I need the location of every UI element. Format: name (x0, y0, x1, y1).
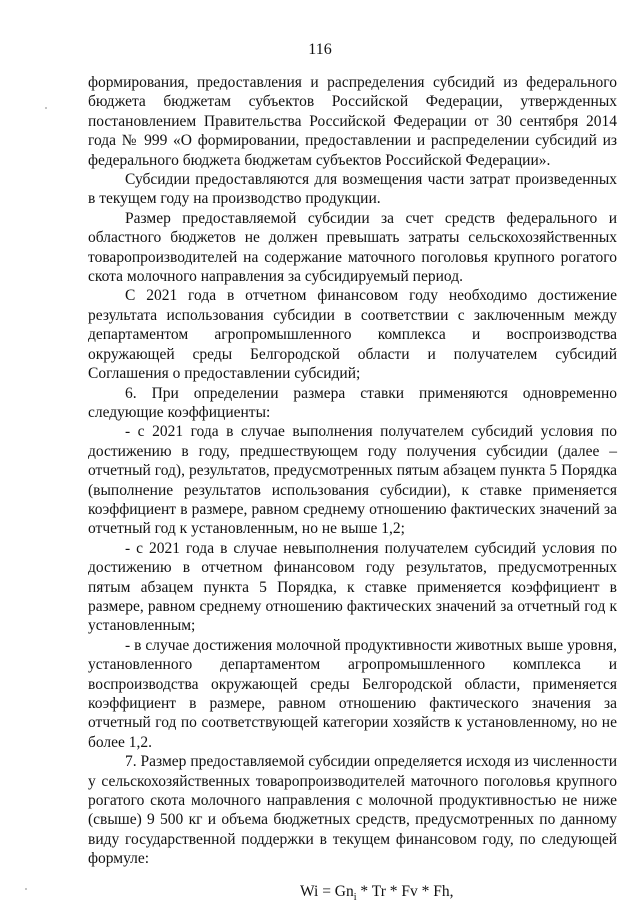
formula-subscript: i (353, 891, 357, 903)
document-body (88, 73, 617, 905)
paragraph-result-requirement: С 2021 года в отчетном финансовом году необходимо достижение результата использования субсидии в соответствии с заключенным между департаментом агропромышленного комплекса и воспроизводства окружающей среды Белгородской области и получателем субсидий Соглашения о предоставлении субсидий; (88, 287, 617, 383)
paragraph-subsidy-purpose: Субсидии предоставляются для возмещения части затрат произведенных в текущем году на производство продукции. (88, 171, 617, 208)
page-number: 116 (308, 41, 332, 58)
paragraph-item-6: 6. При определении размера ставки применяются одновременно следующие коэффициенты: (88, 384, 617, 421)
paragraph-coefficient-fulfilled: - с 2021 года в случае выполнения получателем субсидий условия по достижению в году, предшествующем году получения субсидии (далее – отчетный год), результатов, предусмотренных пятым абзацем пункта 5 Порядка (выполнение результатов использования субсидии), к ставке применяется коэффициент в размере, равном среднему отношению фактических значений за отчетный год к установленным, но не выше 1,2; (88, 423, 617, 538)
paragraph-coefficient-not-fulfilled: - с 2021 года в случае невыполнения получателем субсидий условия по достижению в отчетном финансовом году результатов, предусмотренных пятым абзацем пункта 5 Порядка, к ставке применяется коэффициент в размере, равном среднему отношению фактических значений за отчетный год к установленным; (88, 539, 617, 635)
formula (88, 881, 617, 905)
paragraph-item-7: 7. Размер предоставляемой субсидии определяется исходя из численности у сельскохозяйственных товаропроизводителей маточного поголовья крупного рогатого скота молочного направления с молочной продуктивностью не ниже (свыше) 9 500 кг и объема бюджетных средств, предусмотренных по данному виду государственной поддержки в текущем финансовом году, по следующей формуле: (88, 753, 617, 868)
formula-part-1: Wi = Gn (300, 882, 354, 900)
paragraph-coefficient-productivity: - в случае достижения молочной продуктивности животных выше уровня, установленного департаментом агропромышленного комплекса и воспроизводства окружающей среды Белгородской области, применяется коэффициент в размере, равном отношению фактического значения за отчетный год по соответствующей категории хозяйств к установленному, но не более 1,2. (88, 636, 617, 751)
paragraph-subsidy-limit: Размер предоставляемой субсидии за счет средств федерального и областного бюджетов не должен превышать затраты сельскохозяйственных товаропроизводителей на содержание маточного поголовья крупного рогатого скота молочного направления за субсидируемый период. (88, 209, 617, 286)
scan-mark (45, 107, 47, 109)
formula-part-2: * Tr * Fv * Fh, (356, 882, 454, 900)
scan-mark (25, 888, 27, 890)
paragraph-continuation: формирования, предоставления и распределения субсидий из федерального бюджета бюджетам субъектов Российской Федерации, утвержденных постановлением Правительства Российской Федерации от 30 сентября 2014 года № 999 «О формировании, предоставлении и распределении субсидий из федерального бюджета бюджетам субъектов Российской Федерации». (88, 74, 617, 169)
